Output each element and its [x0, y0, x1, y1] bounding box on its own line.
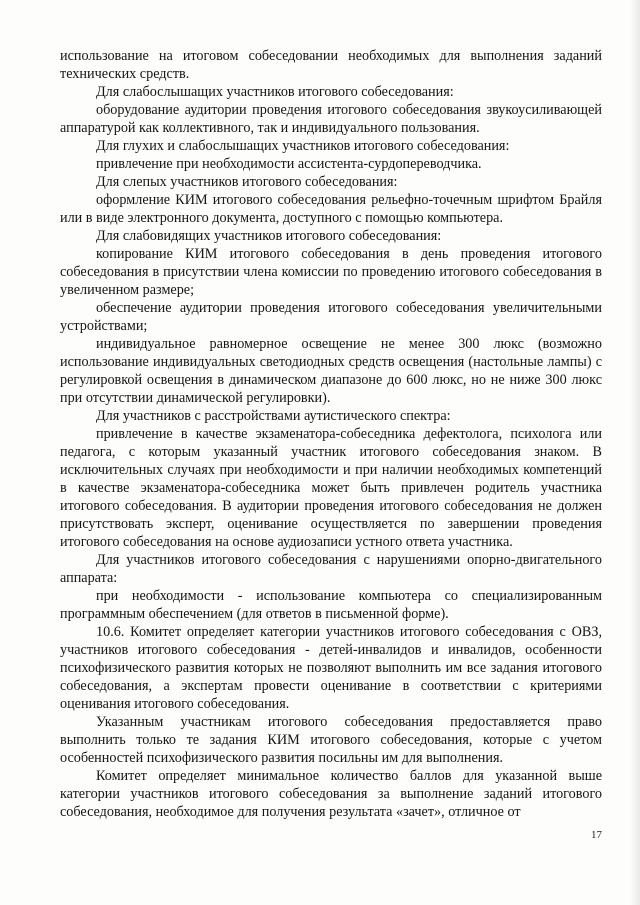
scan-edge-shadow: [630, 0, 640, 905]
paragraph: Для слепых участников итогового собеседования:: [96, 174, 398, 190]
body-text: [60, 47, 602, 821]
page-number: 17: [591, 829, 602, 841]
paragraph: обеспечение аудитории проведения итогового собеседования увеличительными устройствами;: [60, 300, 602, 334]
paragraph: привлечение в качестве экзаменатора-собеседника дефектолога, психолога или педагога, с которым указанный участник итогового собеседования знаком. В исключительных случаях при необходимости и при наличии необходимых компетенций в качестве экзаменатора-собеседника может быть привлечен родитель участника итогового собеседования. В аудитории проведения итогового собеседования не должен присутствовать эксперт, оценивание осуществляется по завершении проведения итогового собеседования на основе аудиозаписи устного ответа участника.: [60, 426, 602, 550]
paragraph: Для слабослышащих участников итогового собеседования:: [96, 84, 454, 100]
paragraph: 10.6. Комитет определяет категории участников итогового собеседования с ОВЗ, участников итогового собеседования - детей-инвалидов и инвалидов, особенности психофизического развития которых не позволяют выполнить им все задания итогового собеседования, а экспертам провести оценивание в соответствии с критериями оценивания итогового собеседования.: [60, 624, 602, 712]
paragraph: копирование КИМ итогового собеседования в день проведения итогового собеседования в присутствии члена комиссии по проведению итогового собеседования в увеличенном размере;: [60, 246, 602, 298]
paragraph: индивидуальное равномерное освещение не менее 300 люкс (возможно использование индивидуальных светодиодных средств освещения (настольные лампы) с регулировкой освещения в динамическом диапазоне до 600 люкс, но не ниже 300 люкс при отсутствии динамической регулировки).: [60, 336, 602, 406]
paragraph: оформление КИМ итогового собеседования рельефно-точечным шрифтом Брайля или в виде электронного документа, доступного с помощью компьютера.: [60, 192, 602, 226]
paragraph: привлечение при необходимости ассистента-сурдопереводчика.: [96, 156, 482, 172]
paragraph: Для слабовидящих участников итогового собеседования:: [96, 228, 442, 244]
paragraph: при необходимости - использование компьютера со специализированным программным обеспечением (для ответов в письменной форме).: [60, 588, 602, 622]
paragraph: Указанным участникам итогового собеседования предоставляется право выполнить только те задания КИМ итогового собеседования, которые с учетом особенностей психофизического развития посильны им для выполнения.: [60, 714, 602, 766]
paragraph: Комитет определяет минимальное количество баллов для указанной выше категории участников итогового собеседования за выполнение заданий итогового собеседования, необходимое для получения результата «зачет», отличное от: [60, 768, 602, 820]
paragraph: оборудование аудитории проведения итогового собеседования звукоусиливающей аппаратурой как коллективного, так и индивидуального пользования.: [60, 102, 602, 136]
paragraph: Для глухих и слабослышащих участников итогового собеседования:: [96, 138, 510, 154]
paragraph: Для участников с расстройствами аутистического спектра:: [96, 408, 451, 424]
paragraph: Для участников итогового собеседования с нарушениями опорно-двигательного аппарата:: [60, 552, 602, 586]
paragraph: использование на итоговом собеседовании необходимых для выполнения заданий технических средств.: [60, 48, 602, 82]
